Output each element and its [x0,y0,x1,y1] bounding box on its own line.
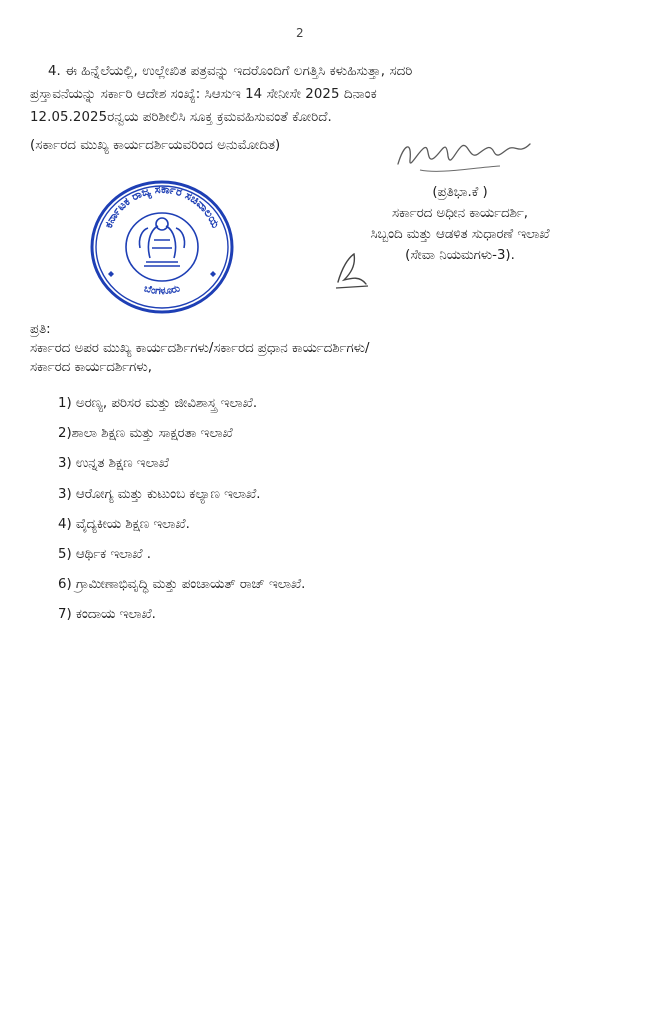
list-item: 3) ಉನ್ನತ ಶಿಕ್ಷಣ ಇಲಾಖೆ [58,456,169,472]
svg-text:ಬೆಂಗಳೂರು [143,283,181,297]
government-seal [88,178,236,316]
list-item: 6) ಗ್ರಾಮೀಣಾಭಿವೃದ್ಧಿ ಮತ್ತು ಪಂಚಾಯತ್ ರಾಜ್ ಇಲಾಖೆ. [58,577,306,593]
signatory-name: (ಪ್ರತಿಭಾ.ಕೆ ) [432,185,488,200]
page-number: 2 [296,26,304,40]
list-item: 2)ಶಾಲಾ ಶಿಕ್ಷಣ ಮತ್ತು ಸಾಕ್ಷರತಾ ಇಲಾಖೆ [58,426,233,442]
list-item: 7) ಕಂದಾಯ ಇಲಾಖೆ. [58,607,156,623]
list-item: 4) ವೈದ್ಯಕೀಯ ಶಿಕ್ಷಣ ಇಲಾಖೆ. [58,516,190,532]
body-paragraph-line-1: 4. ಈ ಹಿನ್ನೆಲೆಯಲ್ಲಿ, ಉಲ್ಲೇಖಿತ ಪತ್ರವನ್ನು ಇದರೊಂದಿಗೆ ಲಗತ್ತಿಸಿ ಕಳುಹಿಸುತ್ತಾ, ಸದರಿ [48,64,413,79]
svg-text:ಕರ್ನಾಟಕ ರಾಜ್ಯ ಸರ್ಕಾರ ಸಚಿವಾಲಯ [102,183,222,231]
copy-heading: ಪ್ರತಿ: [30,322,51,337]
signatory-section: (ಸೇವಾ ನಿಯಮಗಳು-3). [405,248,515,263]
list-item: 3) ಆರೋಗ್ಯ ಮತ್ತು ಕುಟುಂಬ ಕಲ್ಯಾಣ ಇಲಾಖೆ. [58,486,261,502]
body-paragraph-line-2: ಪ್ರಸ್ತಾವನೆಯನ್ನು ಸರ್ಕಾರಿ ಆದೇಶ ಸಂಖ್ಯೆ: ಸಿಆಸುಇ 14 ಸೇನೀಸೇ 2025 ದಿನಾಂಕ [30,87,377,102]
seal-text-bottom: ಬೆಂಗಳೂರು [142,283,182,298]
signatory-department: ಸಿಬ್ಬಂದಿ ಮತ್ತು ಆಡಳಿತ ಸುಧಾರಣೆ ಇಲಾಖೆ [370,227,550,242]
list-item: 1) ಅರಣ್ಯ, ಪರಿಸರ ಮತ್ತು ಜೀವಿಶಾಸ್ತ್ರ ಇಲಾಖೆ. [58,396,258,411]
recipients-line-1: ಸರ್ಕಾರದ ಅಪರ ಮುಖ್ಯ ಕಾರ್ಯದರ್ಶಿಗಳು/ಸರ್ಕಾರದ ಪ್ರಧಾನ ಕಾರ್ಯದರ್ಶಿಗಳು/ [30,341,370,356]
signatory-designation: ಸರ್ಕಾರದ ಅಧೀನ ಕಾರ್ಯದರ್ಶಿ, [391,206,529,221]
body-paragraph-line-3: 12.05.2025ರನ್ವಯ ಪರಿಶೀಲಿಸಿ ಸೂಕ್ತ ಕ್ರಮವಹಿಸುವಂತೆ ಕೋರಿದೆ. [30,110,332,125]
list-item: 5) ಆರ್ಥಿಕ ಇಲಾಖೆ . [58,546,151,562]
handwritten-signature [390,130,540,180]
recipients-line-2: ಸರ್ಕಾರದ ಕಾರ್ಯದರ್ಶಿಗಳು, [30,360,152,375]
approval-note: (ಸರ್ಕಾರದ ಮುಖ್ಯ ಕಾರ್ಯದರ್ಶಿಯವರಿಂದ ಅನುಮೋದಿತ) [30,138,281,153]
emblem-icon [139,218,184,266]
department-list [58,394,305,636]
handwritten-initial [332,248,372,292]
seal-text-top: ಕರ್ನಾಟಕ ರಾಜ್ಯ ಸರ್ಕಾರ ಸಚಿವಾಲಯ [101,182,223,231]
